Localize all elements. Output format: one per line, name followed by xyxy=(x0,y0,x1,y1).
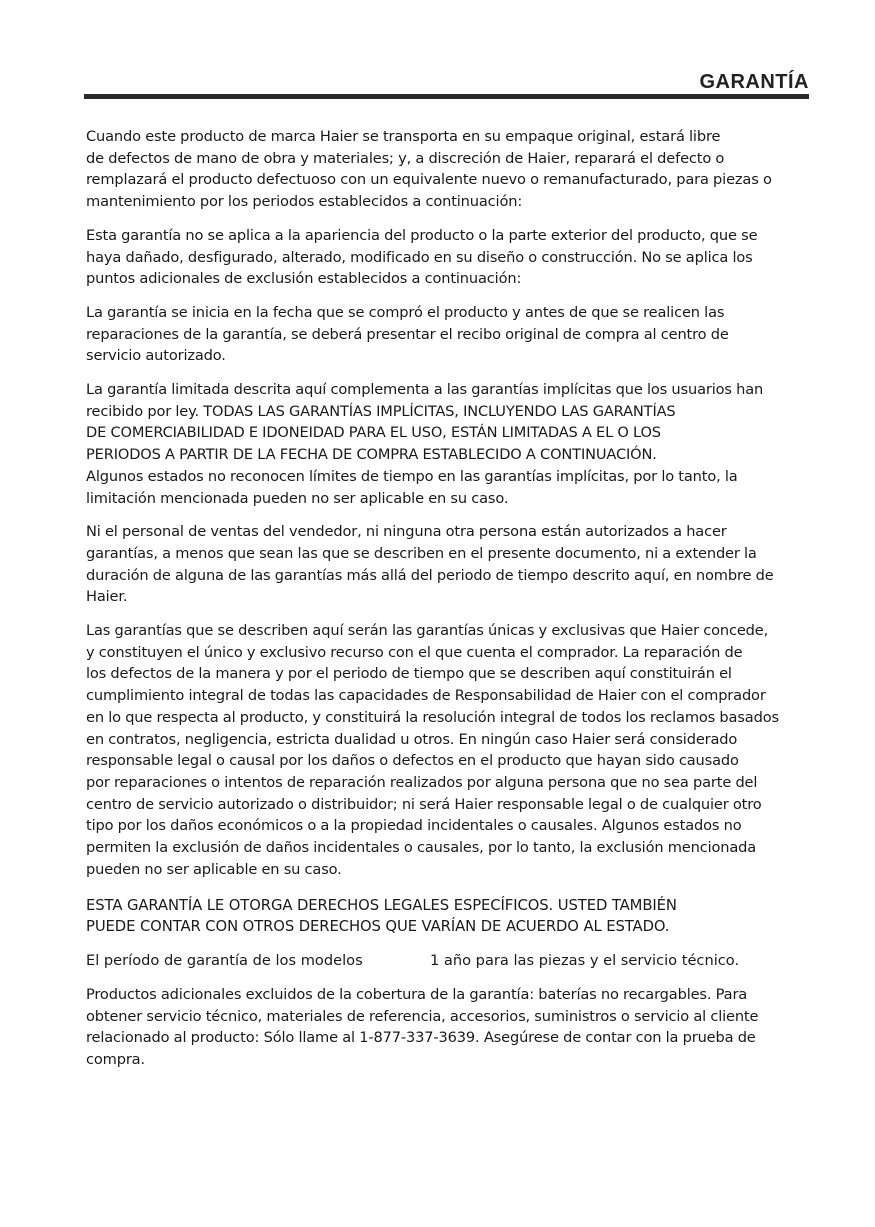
text-line: y constituyen el único y exclusivo recurso con el que cuenta el comprador. La reparación de xyxy=(86,643,743,661)
text-line: de defectos de mano de obra y materiales; y, a discreción de Haier, reparará el defecto o xyxy=(86,149,725,167)
text-line: Cuando este producto de marca Haier se transporta en su empaque original, estará libre xyxy=(86,128,721,145)
paragraph-exclusions xyxy=(86,225,786,290)
paragraph-exclusive-remedy xyxy=(86,620,786,880)
text-line: los defectos de la manera y por el periodo de tiempo que se describen aquí constituirán el xyxy=(86,665,732,683)
warranty-period-row xyxy=(86,950,786,972)
text-line: limitación mencionada pueden no ser aplicable en su caso. xyxy=(86,489,509,507)
paragraph-implied-warranties xyxy=(86,379,786,509)
text-line: DE COMERCIABILIDAD E IDONEIDAD PARA EL USO, ESTÁN LIMITADAS A EL O LOS xyxy=(86,424,661,442)
text-line: haya dañado, desfigurado, alterado, modificado en su diseño o construcción. No se aplica los xyxy=(86,248,753,266)
text-line: compra. xyxy=(86,1051,145,1069)
text-line: Haier. xyxy=(86,588,128,606)
text-line: por reparaciones o intentos de reparación realizados por alguna persona que no sea parte del xyxy=(86,773,758,791)
text-line: permiten la exclusión de daños incidentales o causales, por lo tanto, la exclusión mencionada xyxy=(86,839,757,857)
text-line: mantenimiento por los periodos establecidos a continuación: xyxy=(86,193,523,211)
text-line: responsable legal o causal por los daños o defectos en el producto que hayan sido causado xyxy=(86,752,739,770)
text-line: Productos adicionales excluidos de la cobertura de la garantía: baterías no recargables. Para xyxy=(86,985,748,1003)
text-line: pueden no ser aplicable en su caso. xyxy=(86,860,342,878)
page-title: GARANTÍA xyxy=(699,71,809,93)
text-line: servicio autorizado. xyxy=(86,347,226,365)
paragraph-sales-personnel xyxy=(86,521,786,608)
text-line: cumplimiento integral de todas las capacidades de Responsabilidad de Haier con el comprador xyxy=(86,687,766,705)
text-line: centro de servicio autorizado o distribuidor; ni será Haier responsable legal o de cualquier otro xyxy=(86,795,762,813)
paragraph-service-contact xyxy=(86,984,786,1071)
text-line: puntos adicionales de exclusión establecidos a continuación: xyxy=(86,270,522,288)
text-line: reparaciones de la garantía, se deberá presentar el recibo original de compra al centro de xyxy=(86,325,729,343)
text-line: duración de alguna de las garantías más allá del periodo de tiempo descrito aquí, en nombre de xyxy=(86,566,774,584)
warranty-period-label: El período de garantía de los modelos xyxy=(86,951,363,969)
text-line: Algunos estados no reconocen límites de tiempo en las garantías implícitas, por lo tanto, la xyxy=(86,467,738,485)
text-line: garantías, a menos que sean las que se describen en el presente documento, ni a extender la xyxy=(86,544,757,562)
text-line: Ni el personal de ventas del vendedor, ni ninguna otra persona están autorizados a hacer xyxy=(86,523,727,541)
text-line: PUEDE CONTAR CON OTROS DERECHOS QUE VARÍAN DE ACUERDO AL ESTADO. xyxy=(86,918,670,936)
legal-rights-notice xyxy=(86,895,786,938)
text-line: La garantía limitada descrita aquí complementa a las garantías implícitas que los usuarios han xyxy=(86,381,764,399)
paragraph-start-date xyxy=(86,302,786,367)
title-rule xyxy=(84,94,809,99)
text-line: tipo por los daños económicos o a la propiedad incidentales o causales. Algunos estados no xyxy=(86,817,742,835)
paragraph-coverage xyxy=(86,126,786,213)
text-line: PERIODOS A PARTIR DE LA FECHA DE COMPRA ESTABLECIDO A CONTINUACIÓN. xyxy=(86,446,657,464)
text-line: La garantía se inicia en la fecha que se compró el producto y antes de que se realicen las xyxy=(86,303,725,321)
text-line: en lo que respecta al producto, y constituirá la resolución integral de todos los reclamos basados xyxy=(86,708,779,726)
text-line: obtener servicio técnico, materiales de referencia, accesorios, suministros o servicio al cliente xyxy=(86,1007,759,1025)
text-line: relacionado al producto: Sólo llame al 1-877-337-3639. Asegúrese de contar con la prueba de xyxy=(86,1029,756,1047)
warranty-body xyxy=(86,126,786,1083)
warranty-period-value: 1 año para las piezas y el servicio técnico. xyxy=(430,951,740,969)
text-line: ESTA GARANTÍA LE OTORGA DERECHOS LEGALES ESPECÍFICOS. USTED TAMBIÉN xyxy=(86,896,677,914)
text-line: Esta garantía no se aplica a la apariencia del producto o la parte exterior del producto, que se xyxy=(86,226,758,244)
text-line: Las garantías que se describen aquí serán las garantías únicas y exclusivas que Haier concede, xyxy=(86,622,769,640)
text-line: remplazará el producto defectuoso con un equivalente nuevo o remanufacturado, para piezas o xyxy=(86,171,772,189)
text-line: en contratos, negligencia, estricta dualidad u otros. En ningún caso Haier será considerado xyxy=(86,730,738,748)
text-line: recibido por ley. TODAS LAS GARANTÍAS IMPLÍCITAS, INCLUYENDO LAS GARANTÍAS xyxy=(86,402,676,420)
